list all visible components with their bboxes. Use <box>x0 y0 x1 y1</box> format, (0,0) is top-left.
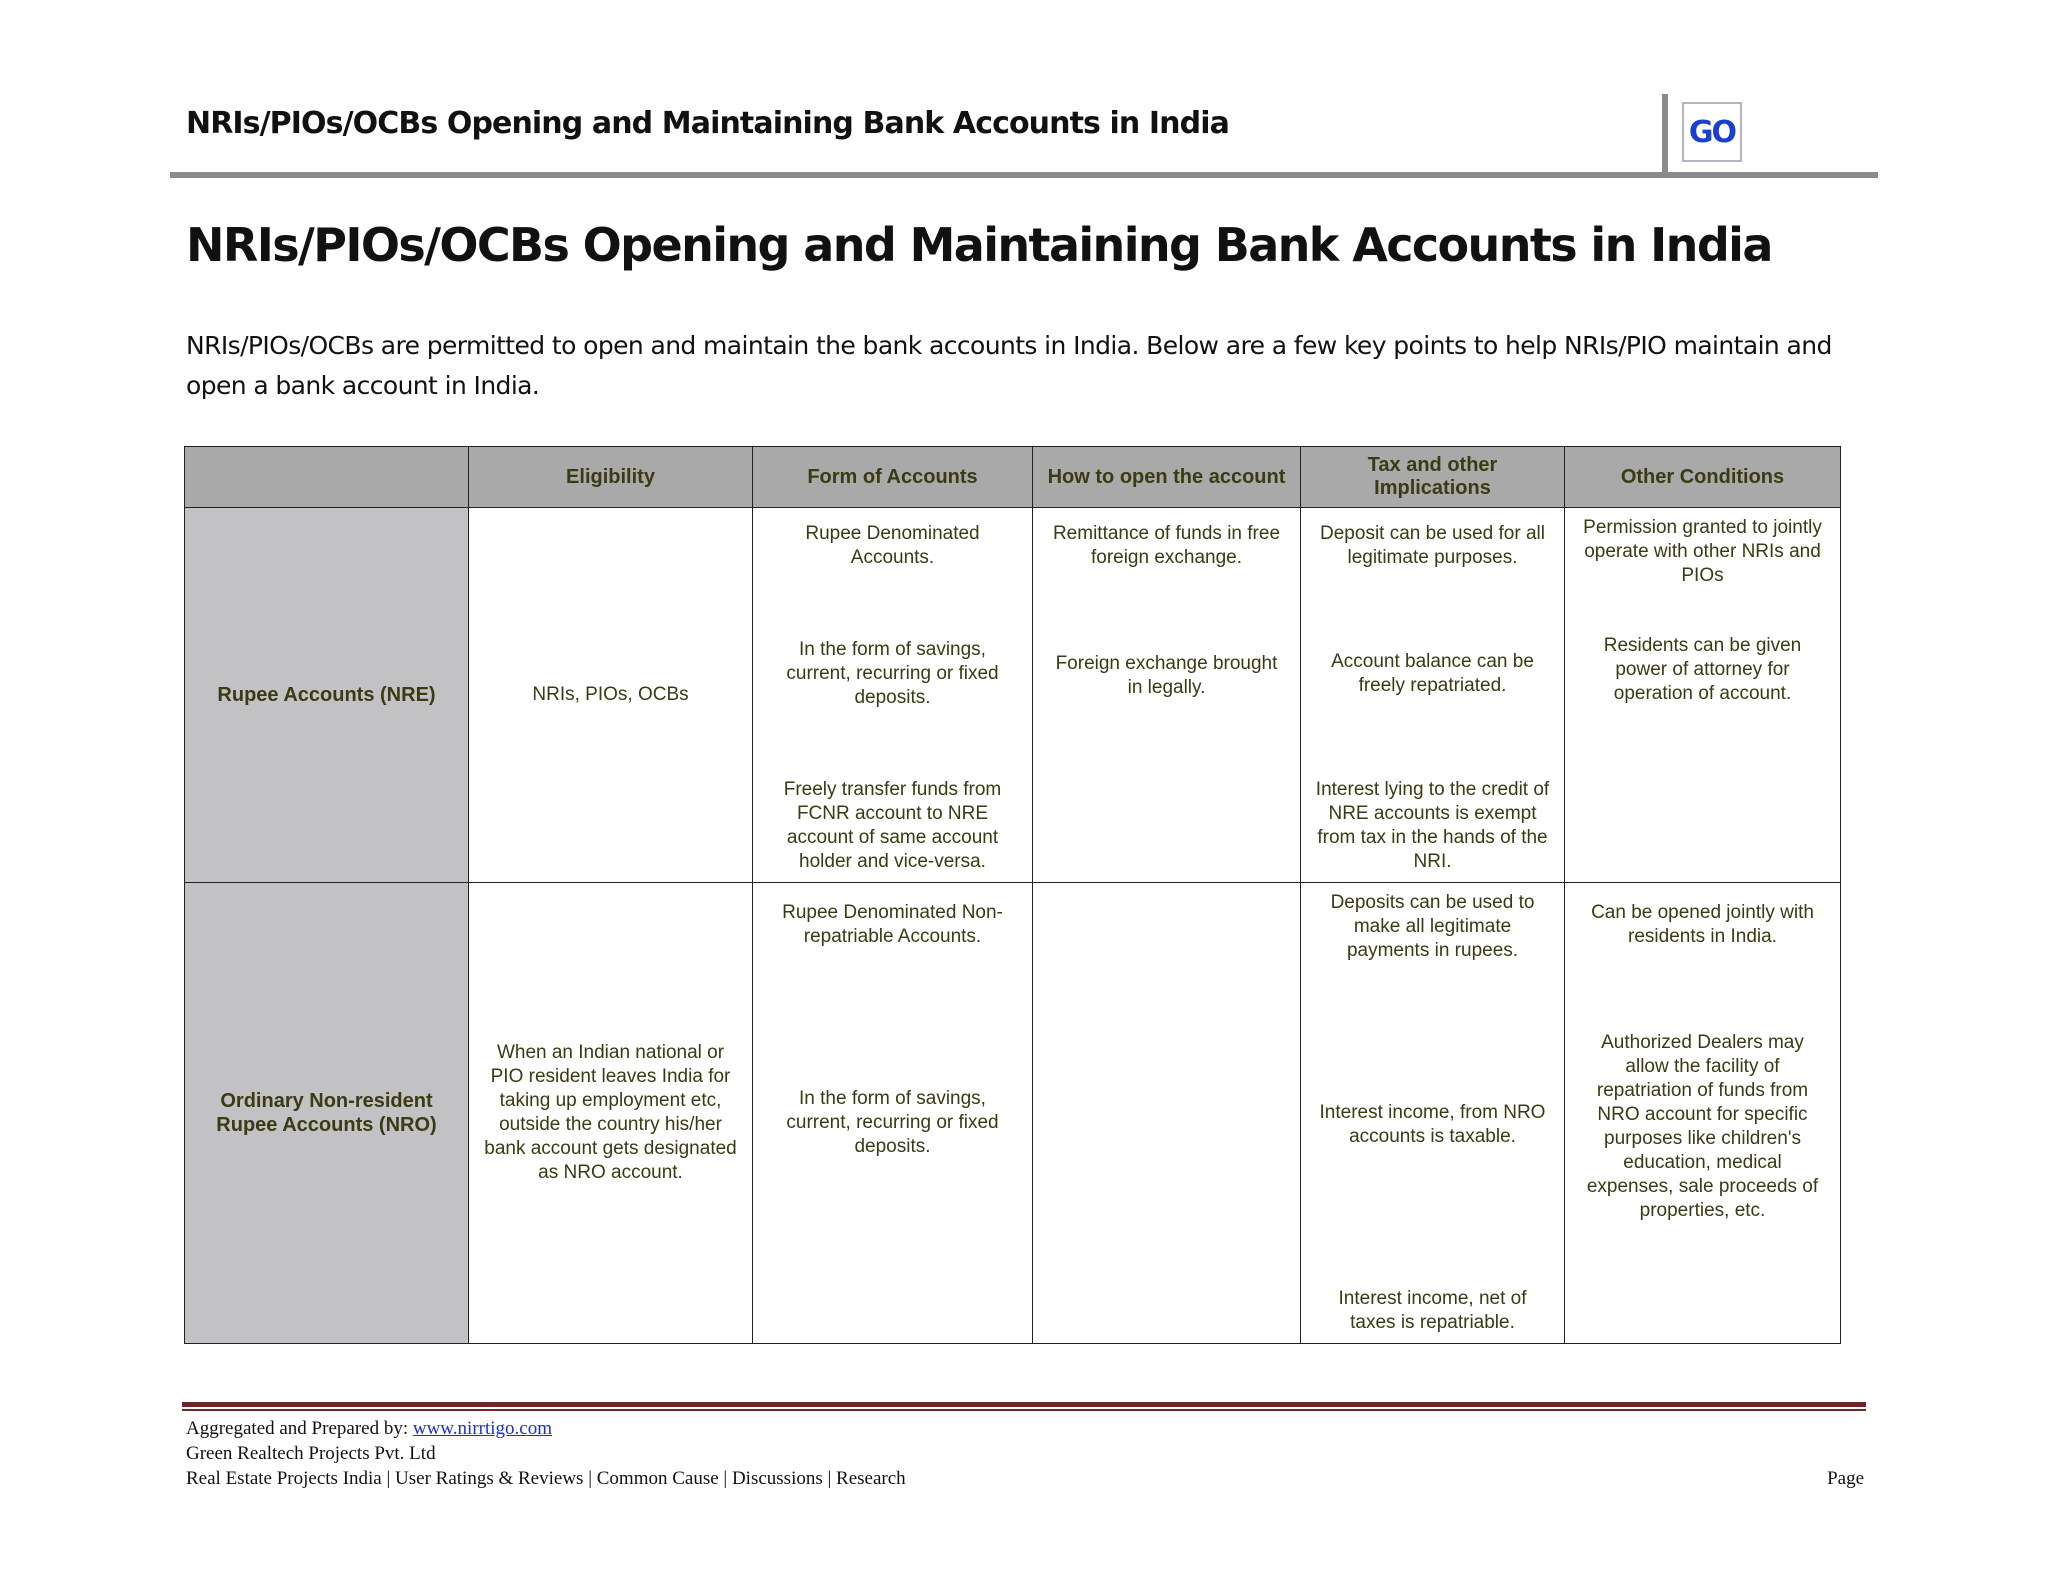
go-logo: GO <box>1682 102 1742 162</box>
cell-text: Deposit can be used for all legitimate purposes. <box>1320 523 1545 568</box>
cell-text: Interest income, net of taxes is repatriable. <box>1338 1288 1527 1333</box>
column-header-eligibility: Eligibility <box>469 447 753 508</box>
accounts-table <box>184 446 1841 1344</box>
column-header-tax: Tax and other Implications <box>1301 447 1565 508</box>
footer-links-line: Real Estate Projects India | User Ratings & Reviews | Common Cause | Discussions | Research <box>186 1468 906 1489</box>
cell-text: Foreign exchange brought in legally. <box>1055 653 1278 698</box>
row-label: Ordinary Non-resident Rupee Accounts (NRO) <box>185 883 469 1344</box>
cell-text: Account balance can be freely repatriated. <box>1331 651 1534 696</box>
cell-text: NRIs, PIOs, OCBs <box>532 684 689 705</box>
how-to-open-cell <box>1033 508 1301 883</box>
other-conditions-cell <box>1565 508 1841 883</box>
form-cell <box>753 508 1033 883</box>
cell-text: Permission granted to jointly operate with other NRIs and PIOs <box>1583 517 1822 586</box>
row-label: Rupee Accounts (NRE) <box>185 508 469 883</box>
cell-text: Rupee Denominated Accounts. <box>805 523 980 568</box>
column-header-how-to-open: How to open the account <box>1033 447 1301 508</box>
tax-cell <box>1301 508 1565 883</box>
footer-rule <box>182 1409 1866 1411</box>
cell-text: Authorized Dealers may allow the facility of repatriation of funds from NRO account for specific purposes like children's education, medical expenses, sale proceeds of properties, etc. <box>1586 1032 1819 1221</box>
tax-cell <box>1301 883 1565 1344</box>
footer-website-link[interactable]: www.nirrtigo.com <box>412 1418 552 1439</box>
page-header <box>170 88 1878 180</box>
form-cell <box>753 883 1033 1344</box>
intro-paragraph: NRIs/PIOs/OCBs are permitted to open and maintain the bank accounts in India. Below are a few key points to help NRIs/PIO maintain and open a bank account in India. <box>186 331 1832 400</box>
cell-text: When an Indian national or PIO resident leaves India for taking up employment etc, outside the country his/her bank account gets designated as NRO account. <box>484 1042 737 1183</box>
footer-prepared-line <box>186 1416 1864 1441</box>
cell-text: Remittance of funds in free foreign exchange. <box>1052 523 1281 568</box>
eligibility-cell <box>469 883 753 1344</box>
table-row-nro <box>185 883 1841 1344</box>
page-title: NRIs/PIOs/OCBs Opening and Maintaining Bank Accounts in India <box>186 218 1772 272</box>
footer-page-label: Page <box>1827 1468 1864 1489</box>
cell-text: Rupee Denominated Non-repatriable Accounts. <box>782 902 1003 947</box>
column-header-form: Form of Accounts <box>753 447 1033 508</box>
cell-text: In the form of savings, current, recurring or fixed deposits. <box>786 639 999 708</box>
cell-text: In the form of savings, current, recurring or fixed deposits. <box>786 1088 999 1157</box>
footer-prepared-label: Aggregated and Prepared by: <box>186 1418 409 1439</box>
table-header-row <box>185 447 1841 508</box>
footer-rule <box>182 1402 1866 1407</box>
other-conditions-cell <box>1565 883 1841 1344</box>
cell-text: Can be opened jointly with residents in India. <box>1591 902 1814 947</box>
footer-company: Green Realtech Projects Pvt. Ltd <box>186 1443 436 1464</box>
cell-text: Residents can be given power of attorney for operation of account. <box>1603 635 1802 704</box>
table-row-nre <box>185 508 1841 883</box>
page-footer <box>186 1416 1864 1491</box>
column-header <box>185 447 469 508</box>
header-rule <box>170 172 1878 178</box>
cell-text: Interest lying to the credit of NRE accounts is exempt from tax in the hands of the NRI. <box>1315 779 1550 872</box>
cell-text: Interest income, from NRO accounts is taxable. <box>1319 1102 1546 1147</box>
how-to-open-cell <box>1033 883 1301 1344</box>
header-divider <box>1662 94 1668 174</box>
cell-text: Freely transfer funds from FCNR account to NRE account of same account holder and vice-versa. <box>783 779 1002 872</box>
header-title: NRIs/PIOs/OCBs Opening and Maintaining Bank Accounts in India <box>186 106 1229 141</box>
column-header-other: Other Conditions <box>1565 447 1841 508</box>
cell-text: Deposits can be used to make all legitimate payments in rupees. <box>1330 892 1535 961</box>
eligibility-cell <box>469 508 753 883</box>
